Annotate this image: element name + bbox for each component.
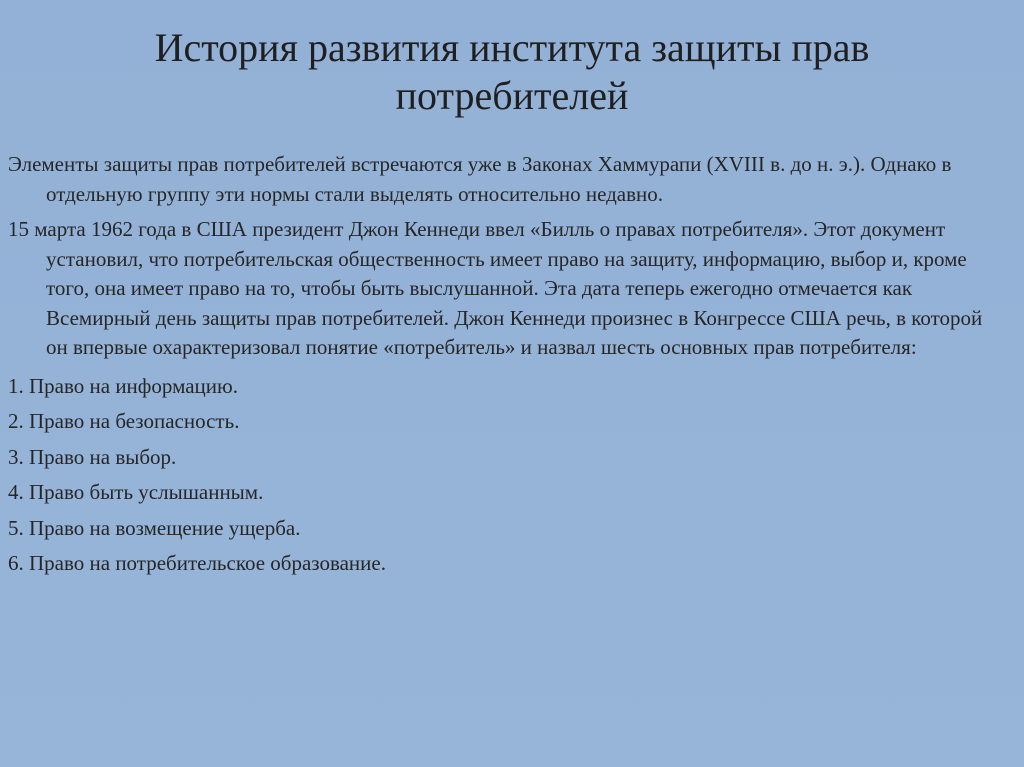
list-item: 2. Право на безопасность. xyxy=(8,409,240,433)
rights-list xyxy=(8,369,1008,582)
list-item: 6. Право на потребительское образование. xyxy=(8,551,386,575)
list-item: 3. Право на выбор. xyxy=(8,444,177,469)
slide-title: История развития института защиты прав потребителей xyxy=(154,25,870,118)
paragraph-kennedy: 15 марта 1962 года в США президент Джон Кеннеди ввел «Билль о правах потребителя». Этот документ установил, что потребительская общественность имеет право на защиту, информацию, выбор и, кроме того, она имеет право на то, чтобы быть выслушанной. Эта дата теперь ежегодно отмечается как Всемирный день защиты прав потребителей. Джон Кеннеди произнес в Конгрессе США речь, в которой он впервые охарактеризовал понятие «потребитель» и назвал шесть основных прав потребителя: xyxy=(8,217,983,359)
list-item: 5. Право на возмещение ущерба. xyxy=(8,515,301,540)
paragraph-hammurabi: Элементы защиты прав потребителей встречаются уже в Законах Хаммурапи (XVIII в. до н. э.). Однако в отдельную группу эти нормы стали выделять относительно недавно. xyxy=(8,152,952,206)
slide-body xyxy=(8,150,1008,582)
list-item: 1. Право на информацию. xyxy=(8,373,238,398)
list-item: 4. Право быть услышанным. xyxy=(8,480,264,504)
